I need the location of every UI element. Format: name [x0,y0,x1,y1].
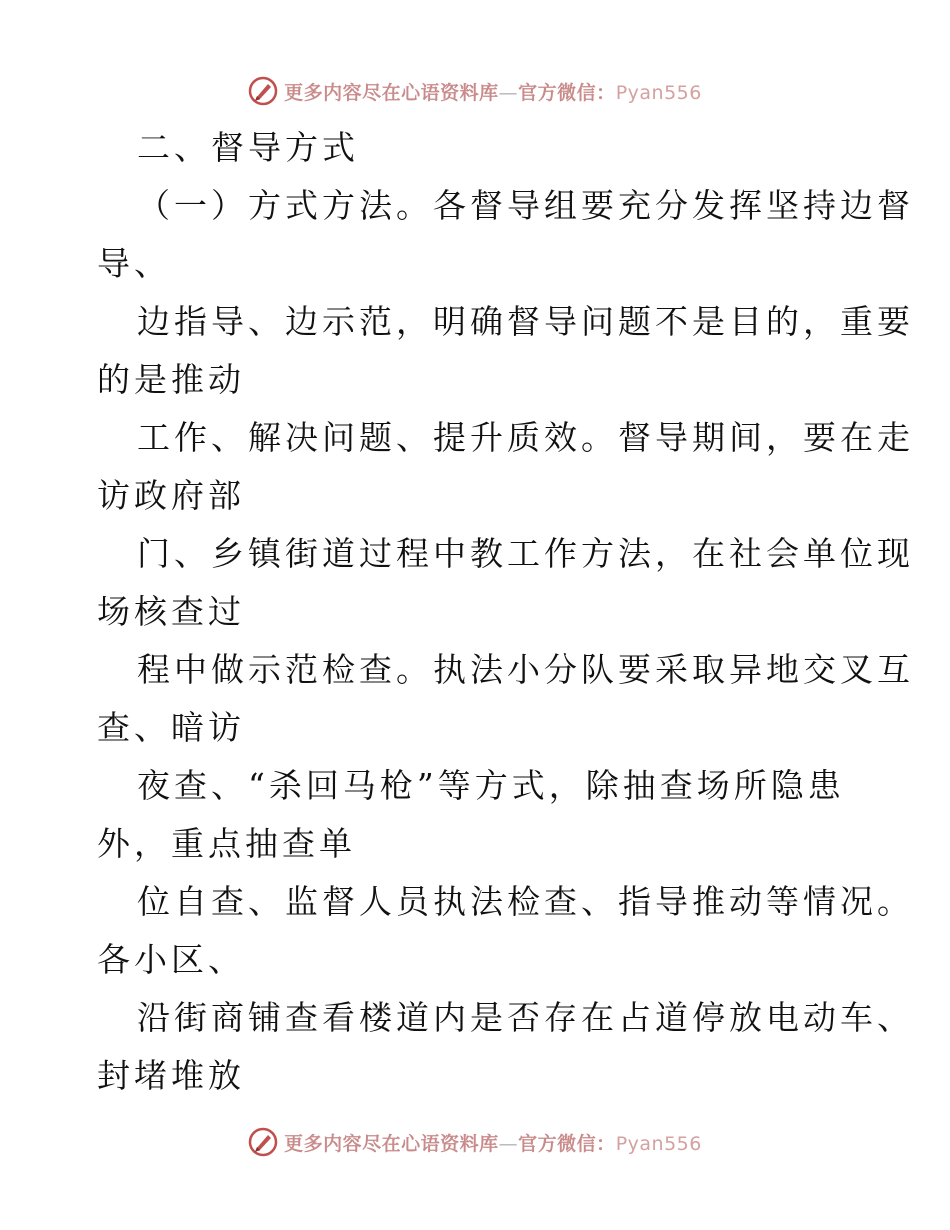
section-heading: 二、督导方式 [137,128,359,167]
paragraph-line: 的是推动 [97,360,245,399]
paragraph-line: 访政府部 [97,476,245,515]
paragraph-line: 边指导、边示范，明确督导问题不是目的，重要 [137,302,914,341]
paragraph-line: 门、乡镇街道过程中教工作方法，在社会单位现 [137,534,914,573]
watermark-brand: 更多内容尽在心语资料库 [284,81,499,104]
paragraph-line: 查、暗访 [97,708,245,747]
paragraph-line: 沿街商铺查看楼道内是否存在占道停放电动车、 [137,998,914,1037]
paragraph-line: 导、 [97,244,171,283]
watermark-separator: — [498,81,519,104]
watermark-label: 官方微信： [518,81,616,104]
watermark-brand: 更多内容尽在心语资料库 [284,1132,499,1155]
watermark-id: Pyan556 [615,1132,702,1155]
quill-logo-icon [248,1127,278,1157]
watermark-separator: — [498,1132,519,1155]
paragraph-line: 程中做示范检查。执法小分队要采取异地交叉互 [137,650,914,689]
paragraph-line: （一）方式方法。各督导组要充分发挥坚持边督 [137,186,914,225]
paragraph-line: 场核查过 [97,592,245,631]
footer-watermark [0,1122,950,1162]
watermark-label: 官方微信： [518,1132,616,1155]
paragraph-line: 封堵堆放 [97,1056,245,1095]
paragraph-line: 位自查、监督人员执法检查、指导推动等情况。 [137,882,914,921]
header-watermark [0,71,950,111]
paragraph-line: 工作、解决问题、提升质效。督导期间，要在走 [137,418,914,457]
watermark-text [284,78,702,105]
paragraph-line: 外，重点抽查单 [97,824,356,863]
watermark-id: Pyan556 [615,81,702,104]
paragraph-line: 各小区、 [97,940,245,979]
watermark-text [284,1129,702,1156]
paragraph-line: 夜查、“杀回马枪”等方式，除抽查场所隐患 [137,766,845,805]
quill-logo-icon [248,76,278,106]
